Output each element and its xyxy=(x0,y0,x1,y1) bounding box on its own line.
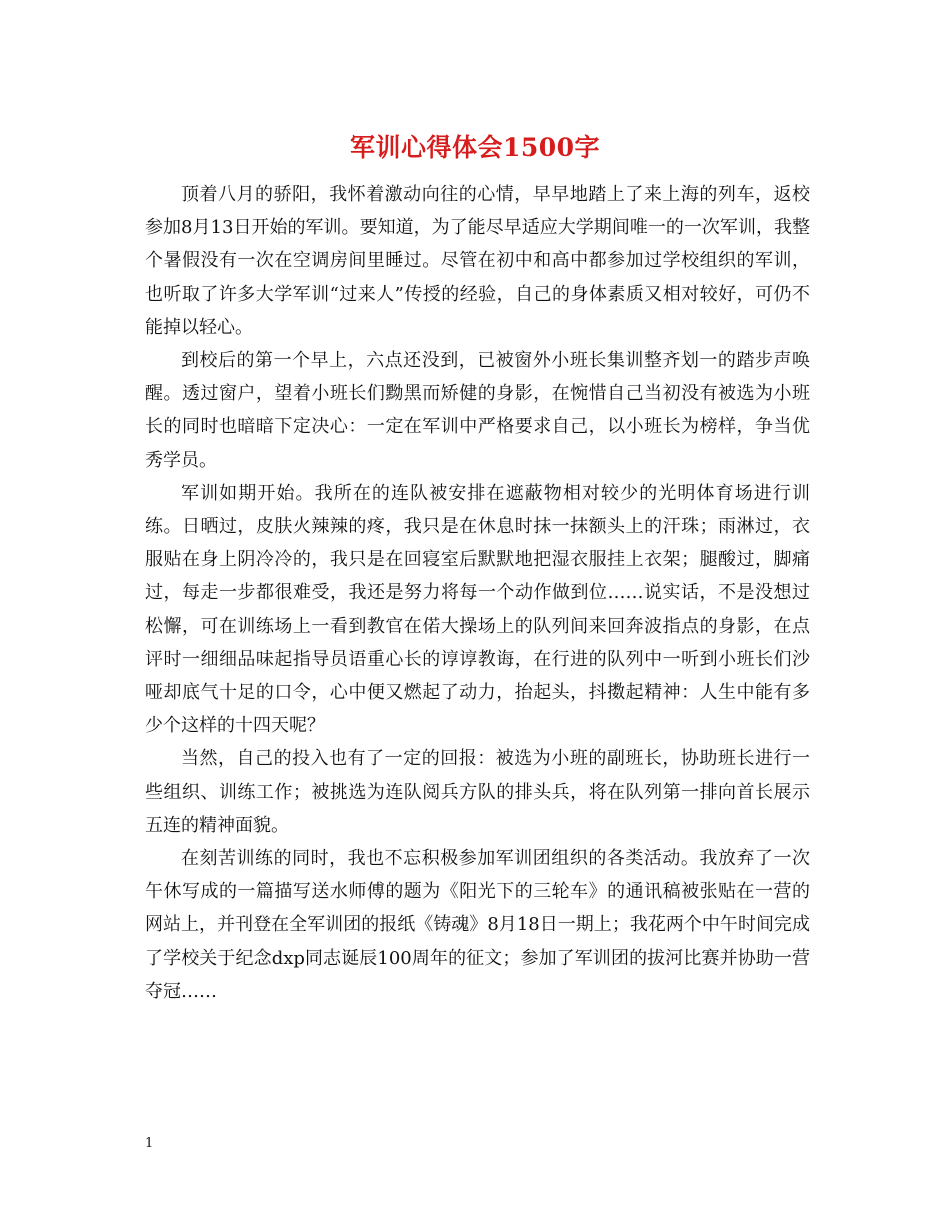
paragraph-3: 军训如期开始。我所在的连队被安排在遮蔽物相对较少的光明体育场进行训练。日晒过，皮肤火辣辣的疼，我只是在休息时抹一抹额头上的汗珠；雨淋过，衣服贴在身上阴冷冷的，我只是在回寝室后默默地把湿衣服挂上衣架；腿酸过，脚痛过，每走一步都很难受，我还是努力将每一个动作做到位……说实话，不是没想过松懈，可在训练场上一看到教官在偌大操场上的队列间来回奔波指点的身影，在点评时一细细品味起指导员语重心长的谆谆教诲，在行进的队列中一听到小班长们沙哑却底气十足的口令，心中便又燃起了动力，抬起头，抖擞起精神：人生中能有多少个这样的十四天呢？ xyxy=(145,482,810,737)
paragraph-2: 到校后的第一个早上，六点还没到，已被窗外小班长集训整齐划一的踏步声唤醒。透过窗户，望着小班长们黝黑而矫健的身影，在惋惜自己当初没有被选为小班长的同时也暗暗下定决心：一定在军训中严格要求自己，以小班长为榜样，争当优秀学员。 xyxy=(145,350,810,471)
page-number: 1 xyxy=(145,1136,154,1151)
document-body xyxy=(145,178,810,1008)
paragraph-1: 顶着八月的骄阳，我怀着激动向往的心情，早早地踏上了来上海的列车，返校参加8月13日开始的军训。要知道，为了能尽早适应大学期间唯一的一次军训，我整个暑假没有一次在空调房间里睡过。尽管在初中和高中都参加过学校组织的军训，也听取了许多大学军训“过来人”传授的经验，自己的身体素质又相对较好，可仍不能掉以轻心。 xyxy=(145,184,810,338)
document-title: 军训心得体会1500字 xyxy=(349,133,601,162)
paragraph-4: 当然，自己的投入也有了一定的回报：被选为小班的副班长，协助班长进行一些组织、训练工作；被挑选为连队阅兵方队的排头兵，将在队列第一排向首长展示五连的精神面貌。 xyxy=(145,748,810,836)
paragraph-5: 在刻苦训练的同时，我也不忘积极参加军训团组织的各类活动。我放弃了一次午休写成的一篇描写送水师傅的题为《阳光下的三轮车》的通讯稿被张贴在一营的网站上，并刊登在全军训团的报纸《铸魂》8月18日一期上；我花两个中午时间完成了学校关于纪念dxp同志诞辰100周年的征文；参加了军训团的拔河比赛并协助一营夺冠…… xyxy=(145,848,810,1002)
